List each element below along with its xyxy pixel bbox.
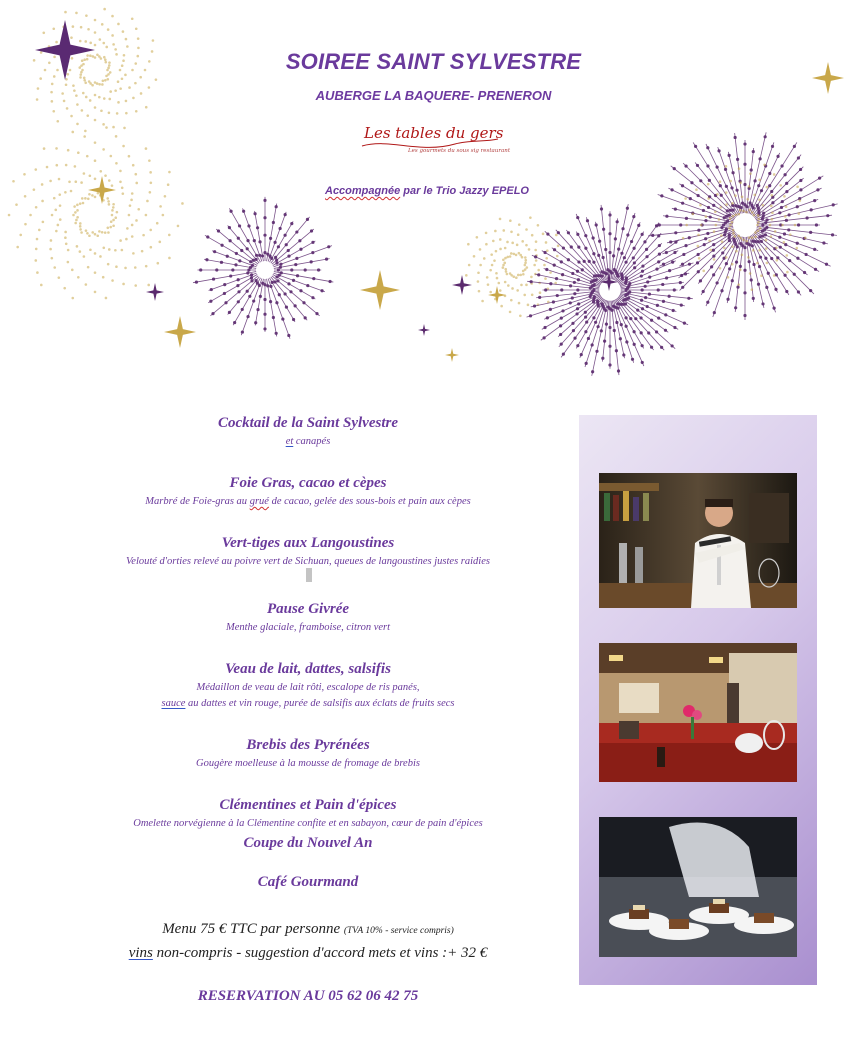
photo-plated-desserts [599, 817, 797, 957]
star-gold-small-2 [488, 286, 506, 304]
dish-foie-gras: Foie Gras, cacao et cèpes [229, 475, 387, 491]
cocktail-desc-et: et [285, 436, 294, 447]
text-cursor-marker [306, 568, 312, 582]
price-line [90, 918, 526, 942]
dish-clementines-desc: Omelette norvégienne à la Clémentine confite et en sabayon, cœur de pain d'épices [133, 818, 483, 829]
foie-desc-grue: grué [249, 496, 269, 507]
accompaniment-rest: par le Trio Jazzy EPELO [400, 185, 529, 197]
les-tables-du-gers-logo [360, 124, 511, 160]
firework-purple-right [648, 132, 838, 320]
star-gold-small-1 [445, 348, 459, 362]
dish-clementines: Clémentines et Pain d'épices [219, 797, 397, 813]
star-purple-small-4 [418, 324, 430, 336]
reservation-phone: RESERVATION AU 05 62 06 42 75 [197, 988, 419, 1004]
dish-langoustines-desc: Velouté d'orties relevé au poivre vert de Sichuan, queues de langoustines justes raidies [126, 556, 490, 567]
star-gold-bottom [164, 316, 196, 348]
dish-foie-gras-desc [90, 494, 526, 510]
firework-purple-center [527, 204, 694, 376]
dish-langoustines: Vert-tiges aux Langoustines [221, 535, 395, 551]
music-accompaniment [325, 185, 529, 197]
photo-chef-pouring-wine [599, 473, 797, 608]
pricing-block [90, 918, 526, 964]
foie-desc-a: Marbré de Foie-gras au [145, 496, 250, 507]
star-gold-mid [360, 270, 400, 310]
cocktail-desc-rest: canapés [293, 436, 331, 447]
menu-list [90, 412, 526, 893]
accompaniment-word: Accompagnée [325, 185, 401, 197]
dish-brebis: Brebis des Pyrénées [246, 737, 370, 753]
star-purple-small-2 [452, 275, 472, 295]
page-title: SOIREE SAINT SYLVESTRE [285, 49, 582, 74]
dish-cocktail-desc [90, 434, 526, 450]
wine-rest: non-compris - suggestion d'accord mets et vins :+ 32 € [152, 945, 488, 961]
dish-cocktail: Cocktail de la Saint Sylvestre [218, 415, 398, 431]
veau-desc-rest: au dattes et vin rouge, purée de salsifis aux éclats de fruits secs [185, 698, 455, 709]
firework-gold-center [465, 216, 564, 317]
dish-brebis-desc: Gougère moelleuse à la mousse de fromage de brebis [196, 758, 420, 769]
dish-pause-givree: Pause Givrée [266, 601, 350, 617]
photo-sidepanel [579, 415, 817, 985]
firework-gold-left [8, 126, 184, 299]
firework-purple-left [193, 197, 333, 339]
foie-desc-b: de cacao, gelée des sous-bois et pain aux cèpes [268, 496, 471, 507]
dish-veau-desc-1: Médaillon de veau de lait rôti, escalope de ris panés, [196, 682, 420, 693]
wine-word: vins [128, 945, 153, 961]
dish-veau-desc-2 [90, 696, 526, 712]
dish-cafe-gourmand: Café Gourmand [257, 874, 359, 890]
photo-dining-room [599, 643, 797, 782]
veau-desc-sauce: sauce [161, 698, 186, 709]
dish-veau: Veau de lait, dattes, salsifis [225, 661, 391, 677]
logo-tagline: Les gourmets du sous sig restaurant [408, 148, 511, 154]
logo-brand-text: Les tables du gers [364, 124, 504, 142]
dish-pause-givree-desc: Menthe glaciale, framboise, citron vert [225, 622, 391, 633]
star-gold-left [88, 176, 116, 204]
venue-subtitle: AUBERGE LA BAQUERE- PRENERON [315, 88, 552, 103]
wine-line [90, 942, 526, 964]
price-note: (TVA 10% - service compris) [343, 926, 454, 936]
dish-coupe-nouvel-an: Coupe du Nouvel An [243, 835, 373, 851]
price-main: Menu 75 € TTC par personne [162, 921, 344, 937]
